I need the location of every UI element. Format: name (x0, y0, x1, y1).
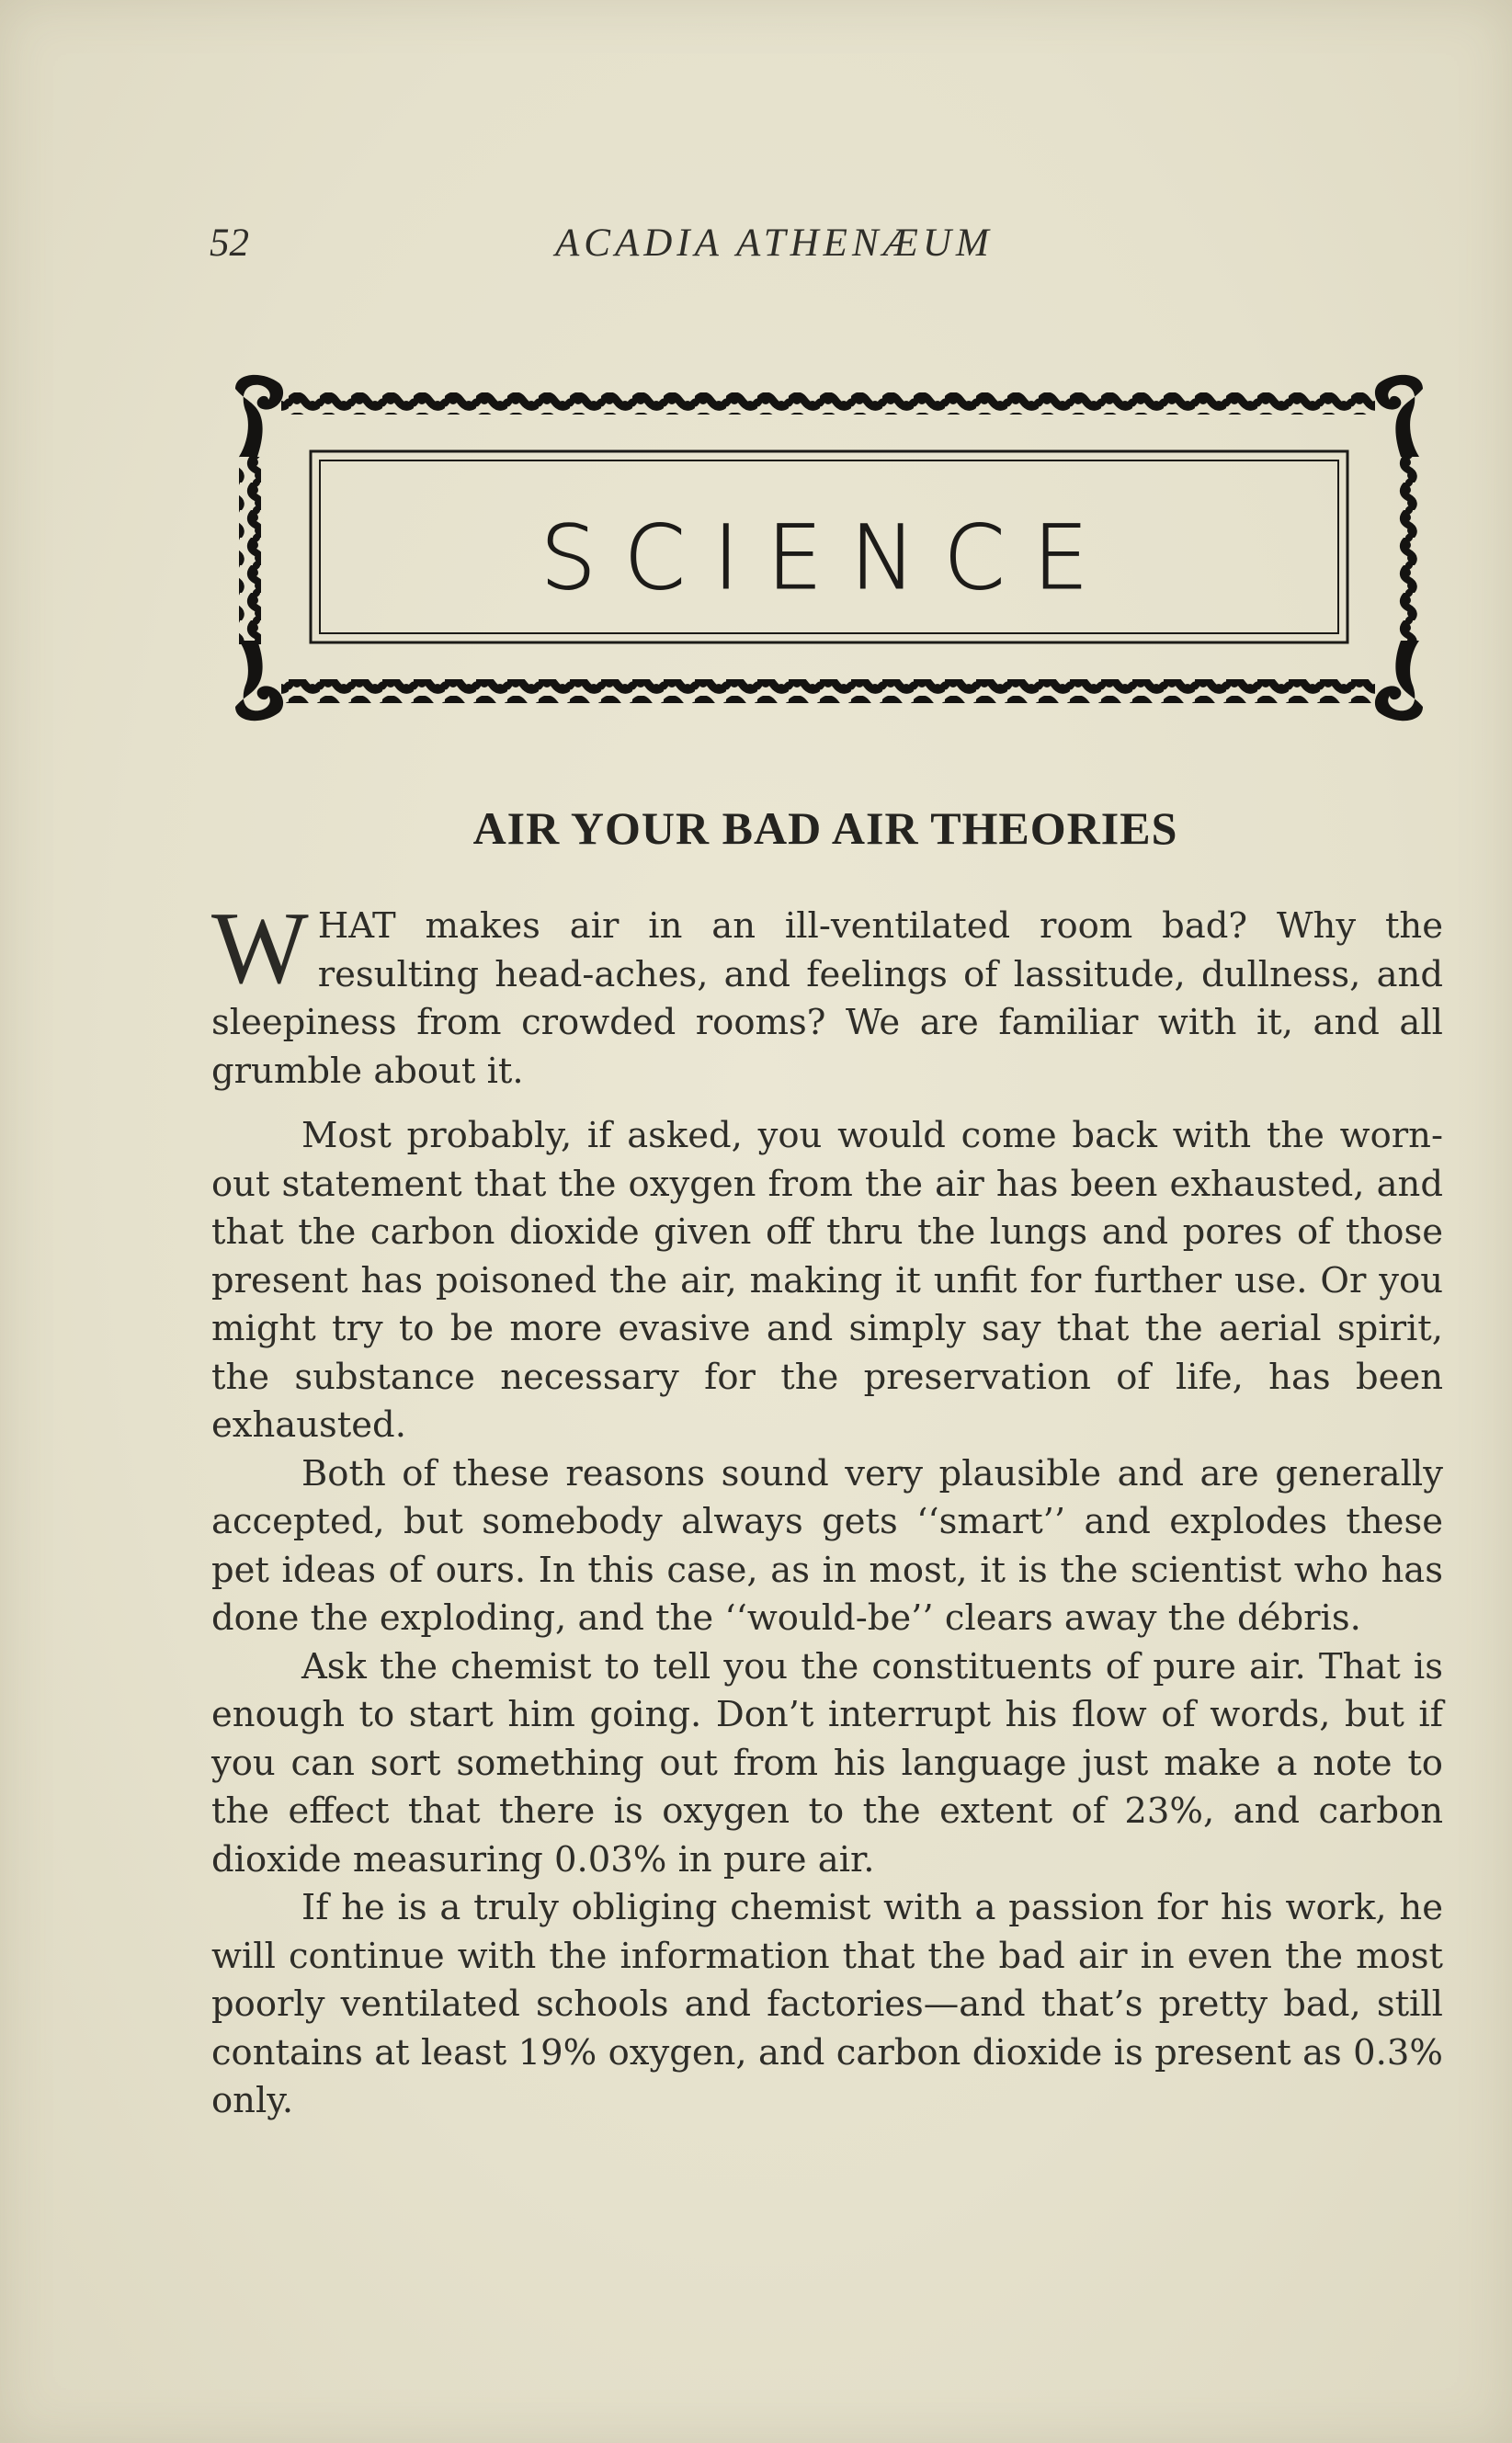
journal-title: ACADIA ATHENÆUM (555, 222, 994, 265)
drop-cap: W (211, 892, 309, 1006)
paragraph-2: Most probably, if asked, you would come back with the worn-out statement that the oxygen from the air has been exhausted, and that the carbon dioxide given off thru the lungs and pores of those present has poisoned the air, making it unfit for further use. Or you might try to be more evasive and simply say that the aerial spirit, the substance necessary for the preservation of life, has been exhausted. (211, 1115, 1443, 1446)
page-number: 52 (210, 222, 249, 265)
section-banner (226, 372, 1432, 723)
section-title: SCIENCE (540, 506, 1117, 609)
paragraph-3: Both of these reasons sound very plausible and are generally accepted, but somebody always gets ‘‘smart’’ and explodes these pet ideas of ours. In this case, as in most, it is the scientist who has done the exploding, and the ‘‘would-be’’ clears away the débris. (211, 1452, 1443, 1639)
article-title: AIR YOUR BAD AIR THEORIES (472, 802, 1178, 854)
paragraph-5: If he is a truly obliging chemist with a passion for his work, he will continue with the information that the bad air in even the most poorly ventilated schools and factories—and that’s pretty bad, still contains at least 19% oxygen, and carbon dioxide is present as 0.3% only. (211, 1887, 1443, 2121)
paragraph-1 (211, 892, 1443, 1096)
paragraph-1-text: HAT makes air in an ill-ventilated room bad? Why the resulting head-aches, and feelings of lassitude, dullness, and sleepiness from crowded rooms? We are familiar with it, and all grumble about it. (211, 905, 1443, 1092)
paragraph-4: Ask the chemist to tell you the constituents of pure air. That is enough to start him going. Don’t interrupt his flow of words, but if you can sort something out from his language just make a note to the effect that there is oxygen to the extent of 23%, and carbon dioxide measuring 0.03% in pure air. (211, 1645, 1443, 1881)
running-head (210, 221, 1441, 276)
article-body (211, 892, 1443, 2126)
